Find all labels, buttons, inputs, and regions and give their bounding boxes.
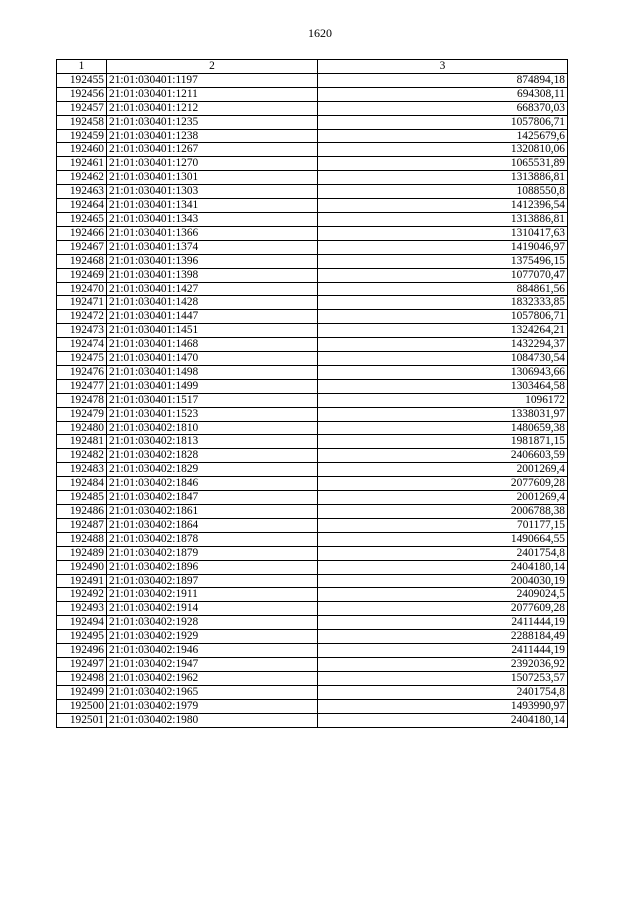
cadastral-number-cell: 21:01:030401:1396 [107,254,318,268]
header-row [57,60,568,74]
cadastral-value-cell: 1303464,58 [318,379,568,393]
cadastral-value-cell: 1057806,71 [318,310,568,324]
row-number-cell: 192495 [57,630,107,644]
table-row [57,630,568,644]
row-number-cell: 192473 [57,324,107,338]
cadastral-number-cell: 21:01:030402:1864 [107,518,318,532]
cadastral-number-cell: 21:01:030402:1947 [107,657,318,671]
cadastral-number-cell: 21:01:030401:1470 [107,352,318,366]
cadastral-number-cell: 21:01:030401:1427 [107,282,318,296]
table-row [57,296,568,310]
cadastral-number-cell: 21:01:030401:1498 [107,365,318,379]
cadastral-value-cell: 1981871,15 [318,435,568,449]
table-row [57,713,568,727]
cadastral-number-cell: 21:01:030402:1897 [107,574,318,588]
cadastral-value-cell: 1084730,54 [318,352,568,366]
cadastral-number-cell: 21:01:030402:1946 [107,644,318,658]
row-number-cell: 192493 [57,602,107,616]
row-number-cell: 192501 [57,713,107,727]
cadastral-value-cell: 1313886,81 [318,171,568,185]
row-number-cell: 192480 [57,421,107,435]
table-row [57,588,568,602]
cadastral-number-cell: 21:01:030401:1303 [107,185,318,199]
cadastral-number-cell: 21:01:030401:1238 [107,129,318,143]
table-row [57,657,568,671]
row-number-cell: 192458 [57,115,107,129]
table-header [57,60,568,74]
table-row [57,282,568,296]
cadastral-value-cell: 2404180,14 [318,560,568,574]
row-number-cell: 192460 [57,143,107,157]
table-row [57,129,568,143]
cadastral-number-cell: 21:01:030401:1270 [107,157,318,171]
row-number-cell: 192457 [57,101,107,115]
row-number-cell: 192486 [57,505,107,519]
cadastral-number-cell: 21:01:030401:1267 [107,143,318,157]
cadastral-value-cell: 701177,15 [318,518,568,532]
cadastral-number-cell: 21:01:030401:1341 [107,199,318,213]
table-row [57,560,568,574]
cadastral-value-cell: 1088550,8 [318,185,568,199]
cadastral-value-cell: 2411444,19 [318,616,568,630]
cadastral-value-cell: 1096172 [318,393,568,407]
row-number-cell: 192471 [57,296,107,310]
table-row [57,338,568,352]
table-row [57,379,568,393]
cadastral-number-cell: 21:01:030402:1878 [107,532,318,546]
cadastral-number-cell: 21:01:030401:1398 [107,268,318,282]
row-number-cell: 192484 [57,477,107,491]
table-row [57,407,568,421]
row-number-cell: 192489 [57,546,107,560]
cadastral-value-cell: 1065531,89 [318,157,568,171]
row-number-cell: 192461 [57,157,107,171]
cadastral-value-cell: 1412396,54 [318,199,568,213]
cadastral-value-cell: 2006788,38 [318,505,568,519]
cadastral-value-cell: 874894,18 [318,73,568,87]
row-number-cell: 192481 [57,435,107,449]
table-row [57,101,568,115]
row-number-cell: 192468 [57,254,107,268]
table-row [57,532,568,546]
row-number-cell: 192482 [57,449,107,463]
table-row [57,435,568,449]
table-row [57,491,568,505]
cadastral-value-cell: 1320810,06 [318,143,568,157]
row-number-cell: 192474 [57,338,107,352]
cadastral-value-cell: 1432294,37 [318,338,568,352]
cadastral-number-cell: 21:01:030402:1928 [107,616,318,630]
cadastral-value-cell: 2401754,8 [318,546,568,560]
table-row [57,268,568,282]
row-number-cell: 192483 [57,463,107,477]
row-number-cell: 192500 [57,699,107,713]
row-number-cell: 192488 [57,532,107,546]
cadastral-value-cell: 2411444,19 [318,644,568,658]
cadastral-number-cell: 21:01:030401:1211 [107,87,318,101]
column-header-2: 2 [107,60,318,74]
table-row [57,143,568,157]
row-number-cell: 192467 [57,240,107,254]
row-number-cell: 192465 [57,212,107,226]
cadastral-number-cell: 21:01:030402:1847 [107,491,318,505]
cadastral-number-cell: 21:01:030402:1980 [107,713,318,727]
cadastral-number-cell: 21:01:030402:1813 [107,435,318,449]
table-row [57,254,568,268]
table-row [57,505,568,519]
cadastral-number-cell: 21:01:030401:1197 [107,73,318,87]
cadastral-value-cell: 1057806,71 [318,115,568,129]
page-number: 1620 [308,26,332,40]
cadastral-number-cell: 21:01:030401:1517 [107,393,318,407]
cadastral-number-cell: 21:01:030402:1896 [107,560,318,574]
cadastral-value-cell: 2406603,59 [318,449,568,463]
cadastral-number-cell: 21:01:030402:1962 [107,671,318,685]
table-row [57,352,568,366]
table-row [57,324,568,338]
row-number-cell: 192485 [57,491,107,505]
row-number-cell: 192492 [57,588,107,602]
cadastral-number-cell: 21:01:030402:1965 [107,685,318,699]
row-number-cell: 192455 [57,73,107,87]
cadastral-number-cell: 21:01:030401:1212 [107,101,318,115]
table-row [57,212,568,226]
cadastral-number-cell: 21:01:030401:1428 [107,296,318,310]
table-row [57,616,568,630]
table-row [57,477,568,491]
table-row [57,365,568,379]
table-row [57,185,568,199]
table-row [57,199,568,213]
cadastral-number-cell: 21:01:030401:1374 [107,240,318,254]
cadastral-number-cell: 21:01:030402:1979 [107,699,318,713]
row-number-cell: 192487 [57,518,107,532]
cadastral-value-cell: 2404180,14 [318,713,568,727]
table-row [57,644,568,658]
cadastral-value-cell: 1419046,97 [318,240,568,254]
cadastral-number-cell: 21:01:030401:1468 [107,338,318,352]
table-row [57,421,568,435]
row-number-cell: 192478 [57,393,107,407]
table-row [57,240,568,254]
row-number-cell: 192462 [57,171,107,185]
cadastral-number-cell: 21:01:030401:1366 [107,226,318,240]
cadastral-number-cell: 21:01:030401:1523 [107,407,318,421]
cadastral-value-cell: 1077070,47 [318,268,568,282]
row-number-cell: 192469 [57,268,107,282]
row-number-cell: 192494 [57,616,107,630]
row-number-cell: 192476 [57,365,107,379]
cadastral-value-cell: 2392036,92 [318,657,568,671]
cadastral-value-cell: 1425679,6 [318,129,568,143]
cadastral-value-cell: 2077609,28 [318,477,568,491]
cadastral-number-cell: 21:01:030401:1235 [107,115,318,129]
row-number-cell: 192497 [57,657,107,671]
table-row [57,574,568,588]
cadastral-number-cell: 21:01:030402:1914 [107,602,318,616]
row-number-cell: 192466 [57,226,107,240]
cadastral-value-cell: 1507253,57 [318,671,568,685]
table-row [57,87,568,101]
row-number-cell: 192491 [57,574,107,588]
cadastral-value-cell: 2401754,8 [318,685,568,699]
table-row [57,226,568,240]
cadastral-value-cell: 1313886,81 [318,212,568,226]
row-number-cell: 192470 [57,282,107,296]
row-number-cell: 192499 [57,685,107,699]
column-header-1: 1 [57,60,107,74]
cadastral-value-cell: 2001269,4 [318,491,568,505]
row-number-cell: 192475 [57,352,107,366]
cadastral-number-cell: 21:01:030402:1861 [107,505,318,519]
row-number-cell: 192498 [57,671,107,685]
cadastral-value-cell: 1324264,21 [318,324,568,338]
cadastral-value-cell: 2077609,28 [318,602,568,616]
table-body [57,73,568,727]
table-row [57,699,568,713]
cadastral-value-cell: 1375496,15 [318,254,568,268]
cadastral-value-cell: 2288184,49 [318,630,568,644]
table-row [57,671,568,685]
cadastral-value-cell: 1338031,97 [318,407,568,421]
table-row [57,171,568,185]
table-row [57,602,568,616]
row-number-cell: 192477 [57,379,107,393]
row-number-cell: 192464 [57,199,107,213]
cadastral-value-cell: 2409024,5 [318,588,568,602]
table-row [57,449,568,463]
cadastral-value-cell: 1490664,55 [318,532,568,546]
cadastral-value-cell: 2004030,19 [318,574,568,588]
row-number-cell: 192456 [57,87,107,101]
cadastral-value-cell: 694308,11 [318,87,568,101]
cadastral-value-cell: 668370,03 [318,101,568,115]
cadastral-number-cell: 21:01:030402:1810 [107,421,318,435]
table-row [57,157,568,171]
table-row [57,518,568,532]
cadastral-number-cell: 21:01:030401:1451 [107,324,318,338]
cadastral-value-cell: 2001269,4 [318,463,568,477]
cadastral-number-cell: 21:01:030402:1929 [107,630,318,644]
table-row [57,546,568,560]
cadastral-value-cell: 1310417,63 [318,226,568,240]
cadastral-number-cell: 21:01:030402:1879 [107,546,318,560]
column-header-3: 3 [318,60,568,74]
table-row [57,393,568,407]
row-number-cell: 192490 [57,560,107,574]
row-number-cell: 192479 [57,407,107,421]
cadastral-number-cell: 21:01:030401:1499 [107,379,318,393]
cadastral-value-cell: 1306943,66 [318,365,568,379]
table-row [57,685,568,699]
cadastral-value-table [56,59,568,728]
cadastral-value-cell: 1493990,97 [318,699,568,713]
row-number-cell: 192463 [57,185,107,199]
row-number-cell: 192459 [57,129,107,143]
table-row [57,115,568,129]
cadastral-value-cell: 1832333,85 [318,296,568,310]
cadastral-number-cell: 21:01:030402:1829 [107,463,318,477]
table-row [57,73,568,87]
table-row [57,463,568,477]
row-number-cell: 192496 [57,644,107,658]
cadastral-number-cell: 21:01:030402:1828 [107,449,318,463]
table-row [57,310,568,324]
cadastral-number-cell: 21:01:030402:1911 [107,588,318,602]
cadastral-number-cell: 21:01:030402:1846 [107,477,318,491]
cadastral-number-cell: 21:01:030401:1343 [107,212,318,226]
cadastral-number-cell: 21:01:030401:1301 [107,171,318,185]
row-number-cell: 192472 [57,310,107,324]
cadastral-value-cell: 884861,56 [318,282,568,296]
cadastral-number-cell: 21:01:030401:1447 [107,310,318,324]
cadastral-value-cell: 1480659,38 [318,421,568,435]
